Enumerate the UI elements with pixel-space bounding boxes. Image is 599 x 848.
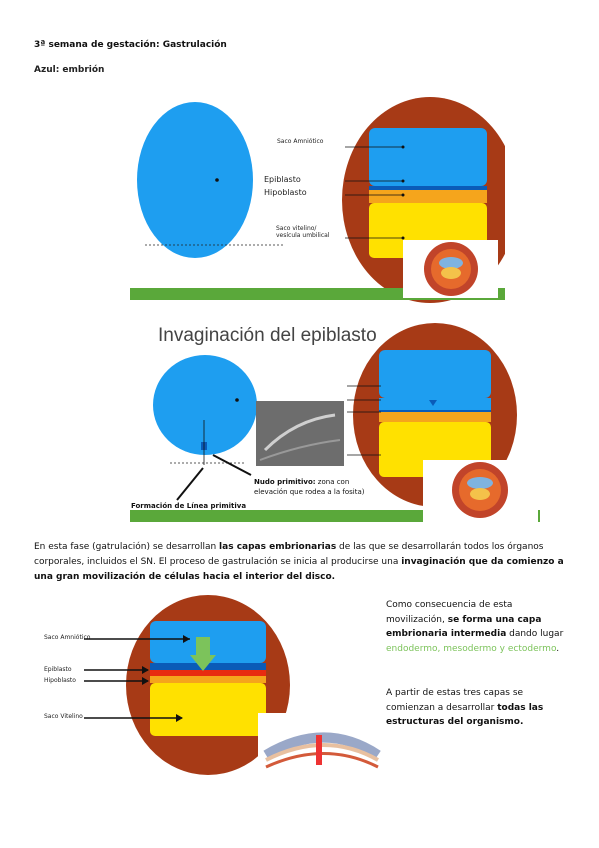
side-paragraph-2: A partir de estas tres capas se comienzan a desarrollar todas las estructuras del organismo. <box>386 688 544 727</box>
body-paragraph: En esta fase (gatrulación) se desarrollan las capas embrionarias de las que se desarrollarán todos los órganos corporales, incluidos el SN. El proceso de gastrulación se inicia al producirse una invaginación que da comienzo a una gran movilización de células hacia el interior del disco. <box>34 542 564 582</box>
line-caption: Formación de Línea primitiva <box>131 502 247 510</box>
figure-2 <box>125 320 545 530</box>
color-legend: Azul: embrión <box>34 65 105 75</box>
page-title: 3ª semana de gestación: Gastrulación <box>34 40 227 50</box>
node-caption: Nudo primitivo: zona con elevación que rodea a la fosita) <box>254 478 365 496</box>
label-yolk-3: Saco Vitelino <box>44 713 83 720</box>
figure-3 <box>40 595 385 780</box>
label-amnion-1: Saco Amniótico <box>277 138 324 145</box>
label-hypoblast-1: Hipoblasto <box>264 188 307 197</box>
figure-2-heading: Invaginación del epiblasto <box>158 325 377 346</box>
label-hypoblast-3: Hipoblasto <box>44 677 76 684</box>
label-epiblast-3: Epiblasto <box>44 666 72 673</box>
label-yolk-1: Saco vitelino/ vesícula umbilical <box>276 225 330 239</box>
side-paragraph-1: Como consecuencia de esta movilización, se forma una capa embrionaria intermedia dando lugar endodermo, mesodermo y ectodermo. <box>386 600 564 654</box>
embryo-ellipse <box>137 102 253 258</box>
figure-1 <box>125 95 505 305</box>
label-amnion-3: Saco Amniótico <box>44 634 91 641</box>
label-epiblast-1: Epiblasto <box>264 175 301 184</box>
